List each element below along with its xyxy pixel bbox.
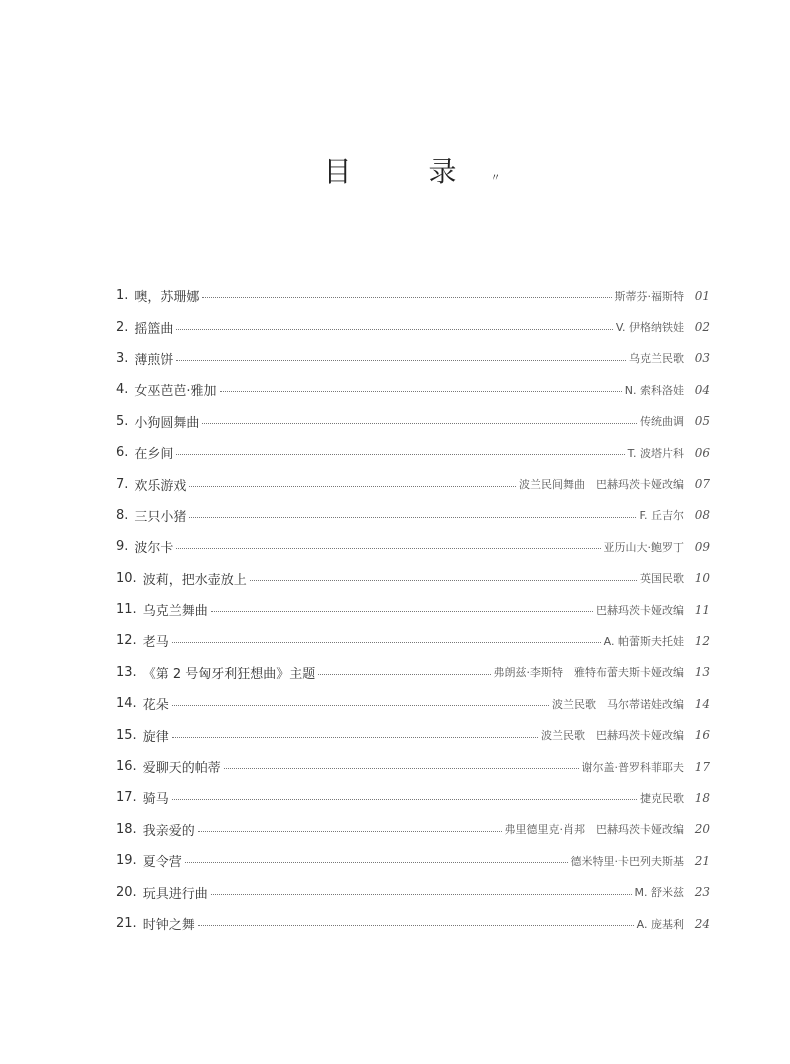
toc-entry-composer: N. 索科洛娃 bbox=[624, 383, 684, 397]
toc-entry-number: 3. bbox=[116, 350, 129, 366]
toc-entry[interactable] bbox=[116, 343, 710, 374]
toc-entry-page: 17 bbox=[694, 759, 710, 774]
toc-entry[interactable] bbox=[116, 625, 710, 656]
toc-entry[interactable] bbox=[116, 280, 710, 311]
toc-leader-dots bbox=[189, 517, 636, 518]
toc-entry-title: 骑马 bbox=[142, 792, 169, 808]
toc-entry-composer: 波兰民歌 马尔蒂诺娃改编 bbox=[552, 697, 684, 711]
toc-entry-title: 花朵 bbox=[142, 698, 169, 714]
toc-leader-dots bbox=[185, 862, 568, 863]
toc-entry-title: 波莉，把水壶放上 bbox=[142, 572, 247, 588]
toc-entry[interactable] bbox=[116, 468, 710, 499]
toc-leader-dots bbox=[202, 423, 637, 424]
toc-entry-title: 爱聊天的帕蒂 bbox=[142, 761, 221, 777]
toc-entry-title: 玩具进行曲 bbox=[142, 886, 208, 902]
toc-leader-dots bbox=[224, 768, 579, 769]
toc-entry-number: 13. bbox=[116, 664, 137, 680]
toc-entry-composer: M. 舒米兹 bbox=[634, 886, 684, 900]
toc-entry[interactable] bbox=[116, 531, 710, 562]
toc-entry-number: 7. bbox=[116, 476, 129, 492]
toc-leader-dots bbox=[172, 642, 601, 643]
toc-entry-composer: 传统曲调 bbox=[640, 415, 684, 429]
toc-entry[interactable] bbox=[116, 657, 710, 688]
toc-entry-title: 女巫芭芭·雅加 bbox=[134, 384, 217, 400]
toc-leader-dots bbox=[176, 548, 600, 549]
toc-entry-page: 07 bbox=[694, 477, 710, 492]
toc-leader-dots bbox=[172, 705, 549, 706]
toc-entry[interactable] bbox=[116, 719, 710, 750]
toc-leader-dots bbox=[211, 894, 632, 895]
toc-entry-number: 6. bbox=[116, 445, 129, 461]
toc-entry-title: 我亲爱的 bbox=[142, 823, 195, 839]
toc-entry-number: 17. bbox=[116, 790, 137, 806]
toc-entry[interactable] bbox=[116, 782, 710, 813]
toc-entry-title: 三只小猪 bbox=[134, 509, 187, 525]
toc-entry-number: 21. bbox=[116, 916, 137, 931]
toc-entry-title: 《第 2 号匈牙利狂想曲》主题 bbox=[142, 666, 316, 682]
toc-entry-page: 21 bbox=[694, 853, 710, 868]
toc-leader-dots bbox=[318, 674, 490, 675]
toc-entry-title: 薄煎饼 bbox=[134, 352, 174, 368]
toc-entry-page: 11 bbox=[694, 602, 710, 617]
toc-entry-number: 2. bbox=[116, 319, 129, 335]
toc-entry-title: 在乡间 bbox=[134, 447, 174, 463]
toc-entry[interactable] bbox=[116, 311, 710, 342]
toc-entry-number: 1. bbox=[116, 288, 129, 304]
toc-entry[interactable] bbox=[116, 688, 710, 719]
toc-entry-composer: A. 帕蕾斯夫托娃 bbox=[603, 634, 684, 648]
toc-entry[interactable] bbox=[116, 437, 710, 468]
toc-leader-dots bbox=[176, 329, 612, 330]
toc-entry[interactable] bbox=[116, 845, 710, 876]
toc-entry-composer: 波兰民歌 巴赫玛茨卡娅改编 bbox=[541, 729, 684, 743]
toc-leader-dots bbox=[198, 831, 502, 832]
toc-entry[interactable] bbox=[116, 594, 710, 625]
toc-entry-number: 16. bbox=[116, 759, 137, 775]
toc-leader-dots bbox=[211, 611, 593, 612]
toc-entry-composer: 斯蒂芬·福斯特 bbox=[614, 289, 684, 303]
toc-entry-composer: 德米特里·卡巴列夫斯基 bbox=[570, 854, 684, 868]
toc-entry-title: 欢乐游戏 bbox=[134, 478, 187, 494]
toc-entry-number: 14. bbox=[116, 696, 137, 712]
toc-entry-page: 24 bbox=[694, 916, 710, 931]
toc-entry-composer: 波兰民间舞曲 巴赫玛茨卡娅改编 bbox=[519, 478, 684, 492]
toc-entry-page: 04 bbox=[694, 382, 710, 397]
title-mark: 〃 bbox=[490, 173, 501, 184]
toc-entry[interactable] bbox=[116, 374, 710, 405]
toc-entry-page: 20 bbox=[694, 822, 710, 837]
toc-entry-composer: A. 庞基利 bbox=[636, 917, 684, 931]
toc-entry-title: 乌克兰舞曲 bbox=[142, 604, 208, 620]
toc-entry-number: 12. bbox=[116, 633, 137, 649]
page-title-text: 目 录 bbox=[323, 155, 491, 188]
toc-entry[interactable] bbox=[116, 563, 710, 594]
toc-entry-page: 08 bbox=[694, 508, 710, 523]
toc-entry-number: 19. bbox=[116, 853, 137, 869]
toc-entry-page: 14 bbox=[694, 696, 710, 711]
toc-entry-composer: 谢尔盖·普罗科菲耶夫 bbox=[581, 760, 684, 774]
toc-entry-number: 20. bbox=[116, 884, 137, 900]
toc-entry-composer: 巴赫玛茨卡娅改编 bbox=[596, 603, 684, 617]
toc-entry-number: 4. bbox=[116, 382, 129, 398]
toc-entry-page: 02 bbox=[694, 320, 710, 335]
toc-entry-composer: 乌克兰民歌 bbox=[629, 352, 684, 366]
toc-leader-dots bbox=[189, 486, 516, 487]
toc-entry-number: 10. bbox=[116, 570, 137, 586]
toc-leader-dots bbox=[172, 737, 538, 738]
toc-entry-number: 9. bbox=[116, 539, 129, 555]
toc-entry-composer: 弗朗兹·李斯特 雅特布蕾夫斯卡娅改编 bbox=[493, 666, 684, 680]
toc-entry-title: 旋律 bbox=[142, 729, 169, 745]
toc-entry-page: 16 bbox=[694, 728, 710, 743]
toc-entry-page: 10 bbox=[694, 571, 710, 586]
toc-entry-number: 18. bbox=[116, 821, 137, 837]
toc-entry-title: 噢，苏珊娜 bbox=[134, 290, 200, 306]
toc-entry-composer: F. 丘吉尔 bbox=[639, 509, 684, 523]
toc-entry-composer: 英国民歌 bbox=[640, 572, 684, 586]
toc-entry-page: 13 bbox=[694, 665, 710, 680]
toc-leader-dots bbox=[172, 799, 637, 800]
toc-leader-dots bbox=[220, 391, 622, 392]
toc-entry[interactable] bbox=[116, 908, 710, 939]
toc-entry-title: 摇篮曲 bbox=[134, 321, 174, 337]
toc-leader-dots bbox=[198, 925, 634, 926]
toc-entry-title: 夏令营 bbox=[142, 855, 182, 871]
toc-entry-page: 01 bbox=[694, 288, 710, 303]
toc-entry-title: 小狗圆舞曲 bbox=[134, 415, 200, 431]
toc-entry[interactable] bbox=[116, 814, 710, 845]
toc-entry-composer: 弗里德里克·肖邦 巴赫玛茨卡娅改编 bbox=[504, 823, 684, 837]
toc-leader-dots bbox=[202, 297, 611, 298]
toc-entry[interactable] bbox=[116, 876, 710, 907]
toc-entry-number: 8. bbox=[116, 507, 129, 523]
toc-entry-title: 时钟之舞 bbox=[142, 918, 195, 933]
toc-entry-page: 05 bbox=[694, 414, 710, 429]
toc-entry-page: 23 bbox=[694, 885, 710, 900]
toc-entry-composer: V. 伊格纳铁娃 bbox=[615, 321, 684, 335]
toc-entry-composer: 亚历山大·鲍罗丁 bbox=[603, 540, 684, 554]
toc-entry-page: 12 bbox=[694, 633, 710, 648]
toc-entry-title: 波尔卡 bbox=[134, 541, 174, 557]
toc-entry-page: 06 bbox=[694, 445, 710, 460]
toc-entry[interactable] bbox=[116, 500, 710, 531]
toc-entry[interactable] bbox=[116, 406, 710, 437]
toc-entry-page: 03 bbox=[694, 351, 710, 366]
toc-entry-page: 18 bbox=[694, 790, 710, 805]
toc-entry-page: 09 bbox=[694, 539, 710, 554]
toc-entry-composer: T. 波塔片科 bbox=[627, 446, 684, 460]
toc-leader-dots bbox=[250, 580, 637, 581]
toc-entry-number: 11. bbox=[116, 602, 137, 618]
toc-entry-composer: 捷克民歌 bbox=[640, 791, 684, 805]
toc-entry-number: 15. bbox=[116, 727, 137, 743]
toc-leader-dots bbox=[176, 360, 626, 361]
table-of-contents bbox=[116, 280, 710, 939]
toc-entry[interactable] bbox=[116, 751, 710, 782]
toc-entry-title: 老马 bbox=[142, 635, 169, 651]
toc-leader-dots bbox=[176, 454, 624, 455]
toc-entry-number: 5. bbox=[116, 413, 129, 429]
page-title bbox=[0, 150, 790, 190]
